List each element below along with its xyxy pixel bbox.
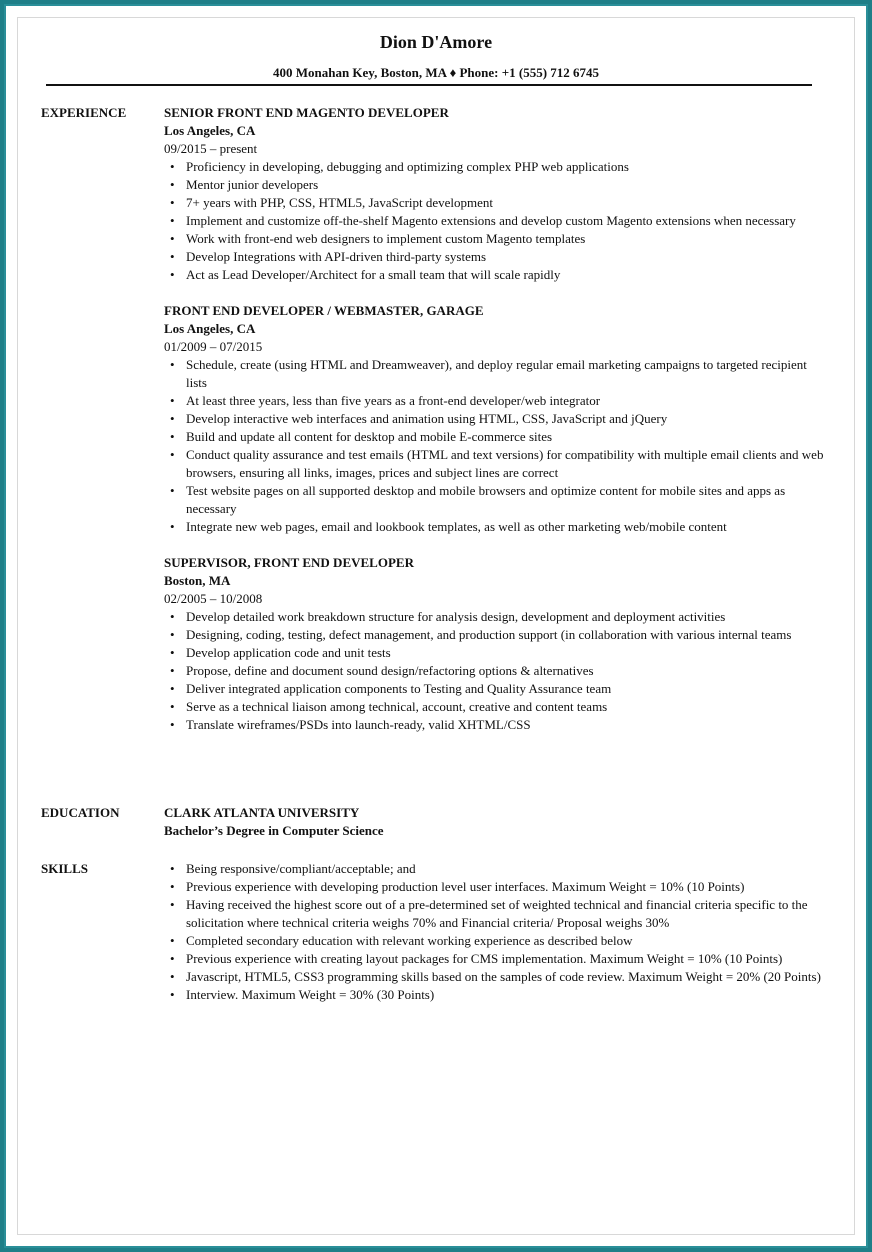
resume-contact: 400 Monahan Key, Boston, MA ♦ Phone: +1 (555) 712 6745	[272, 65, 600, 80]
job-bullets	[164, 608, 824, 734]
job-location: Los Angeles, CA	[164, 321, 256, 336]
list-item: • Proficiency in developing, debugging and optimizing complex PHP web applications	[164, 158, 824, 176]
list-item: • Having received the highest score out of a pre-determined set of weighted technical and financial criteria specific to the solicitation where technical criteria weighs 70% and Financial criteria/ Proposal weighs 30%	[164, 896, 824, 932]
list-item: • 7+ years with PHP, CSS, HTML5, JavaScript development	[164, 194, 824, 212]
list-item: • Translate wireframes/PSDs into launch-ready, valid XHTML/CSS	[164, 716, 824, 734]
job-entry	[164, 302, 824, 536]
list-item: • Implement and customize off-the-shelf Magento extensions and develop custom Magento extensions when necessary	[164, 212, 824, 230]
list-item: • Develop interactive web interfaces and animation using HTML, CSS, JavaScript and jQuery	[164, 410, 824, 428]
skills-bullets	[164, 860, 824, 1004]
list-item: • Deliver integrated application components to Testing and Quality Assurance team	[164, 680, 824, 698]
list-item: • Previous experience with developing production level user interfaces. Maximum Weight = 10% (10 Points)	[164, 878, 824, 896]
job-title: FRONT END DEVELOPER / WEBMASTER, GARAGE	[164, 303, 484, 318]
list-item: • Act as Lead Developer/Architect for a small team that will scale rapidly	[164, 266, 824, 284]
list-item: • Schedule, create (using HTML and Dreamweaver), and deploy regular email marketing campaigns to targeted recipient lists	[164, 356, 824, 392]
job-location: Boston, MA	[164, 573, 231, 588]
list-item: • Conduct quality assurance and test emails (HTML and text versions) for compatibility with multiple email clients and web browsers, ensuring all links, images, prices and subject lines are correct	[164, 446, 824, 482]
job-title: SENIOR FRONT END MAGENTO DEVELOPER	[164, 105, 449, 120]
education-label: EDUCATION	[41, 805, 120, 820]
list-item: • Propose, define and document sound design/refactoring options & alternatives	[164, 662, 824, 680]
list-item: • Test website pages on all supported desktop and mobile browsers and optimize content for mobile sites and apps as necessary	[164, 482, 824, 518]
list-item: • Javascript, HTML5, CSS3 programming skills based on the samples of code review. Maximum Weight = 20% (20 Points)	[164, 968, 824, 986]
list-item: • Work with front-end web designers to implement custom Magento templates	[164, 230, 824, 248]
list-item: • Build and update all content for desktop and mobile E-commerce sites	[164, 428, 824, 446]
list-item: • Mentor junior developers	[164, 176, 824, 194]
education-section	[164, 804, 824, 840]
header-rule	[46, 84, 812, 86]
list-item: • Serve as a technical liaison among technical, account, creative and content teams	[164, 698, 824, 716]
resume-name: Dion D'Amore	[379, 32, 493, 52]
skills-label: SKILLS	[41, 861, 88, 876]
job-entry	[164, 554, 824, 734]
job-dates: 09/2015 – present	[164, 141, 258, 156]
skills-section	[164, 860, 824, 1004]
list-item: • Being responsive/compliant/acceptable; and	[164, 860, 824, 878]
experience-label: EXPERIENCE	[41, 105, 127, 120]
job-location: Los Angeles, CA	[164, 123, 256, 138]
list-item: • Develop detailed work breakdown structure for analysis design, development and deployment activities	[164, 608, 824, 626]
list-item: • Interview. Maximum Weight = 30% (30 Points)	[164, 986, 824, 1004]
list-item: • Develop application code and unit tests	[164, 644, 824, 662]
job-bullets	[164, 356, 824, 536]
job-dates: 02/2005 – 10/2008	[164, 591, 263, 606]
list-item: • Integrate new web pages, email and lookbook templates, as well as other marketing web/mobile content	[164, 518, 824, 536]
school-name: CLARK ATLANTA UNIVERSITY	[164, 805, 360, 820]
job-entry	[164, 104, 824, 284]
list-item: • Designing, coding, testing, defect management, and production support (in collaboration with various internal teams	[164, 626, 824, 644]
list-item: • At least three years, less than five years as a front-end developer/web integrator	[164, 392, 824, 410]
job-bullets	[164, 158, 824, 284]
list-item: • Previous experience with creating layout packages for CMS implementation. Maximum Weight = 10% (10 Points)	[164, 950, 824, 968]
list-item: • Develop Integrations with API-driven third-party systems	[164, 248, 824, 266]
experience-section	[164, 104, 824, 734]
job-title: SUPERVISOR, FRONT END DEVELOPER	[164, 555, 414, 570]
degree: Bachelor’s Degree in Computer Science	[164, 823, 384, 838]
job-dates: 01/2009 – 07/2015	[164, 339, 263, 354]
list-item: • Completed secondary education with relevant working experience as described below	[164, 932, 824, 950]
